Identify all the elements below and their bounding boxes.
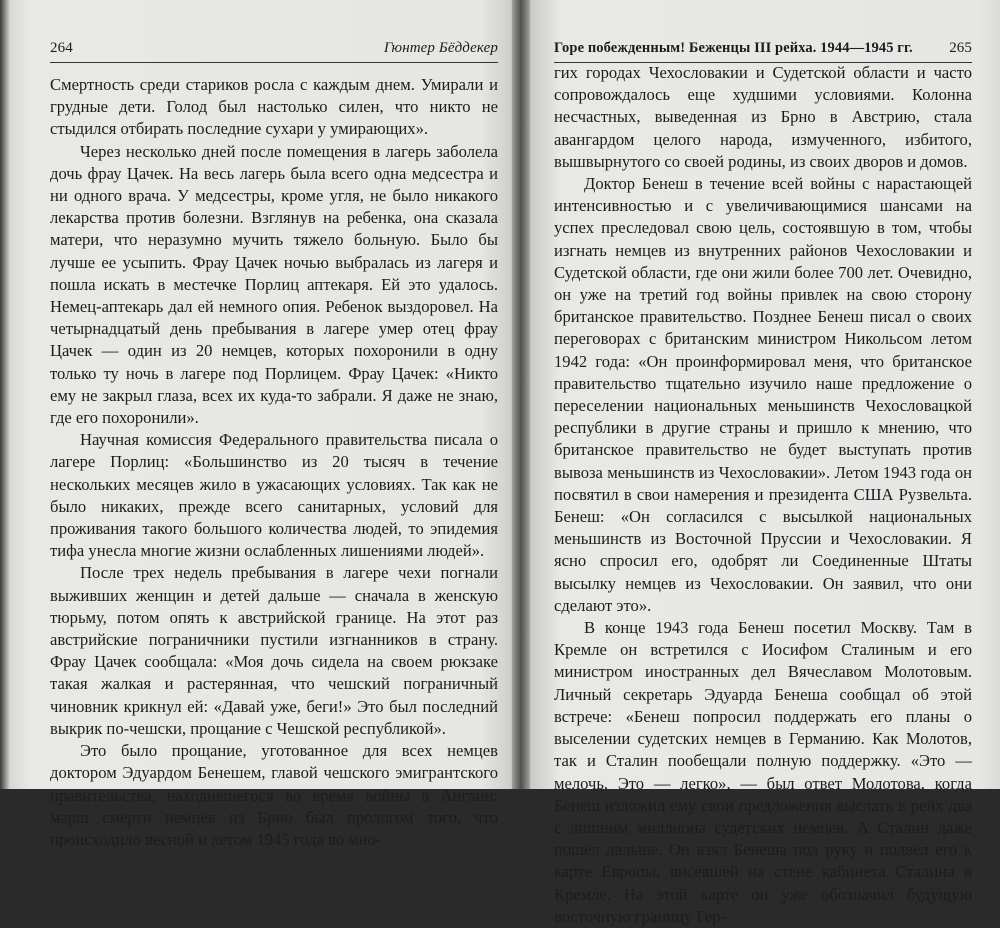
paragraph: Через несколько дней после помещения в лагерь заболела дочь фрау Цачек. На весь лагерь была всего одна медсестра и ни одного врача. У медсестры, кроме угля, не было никакого лекарства против болезни. Взглянув на ребенка, она сказала матери, что неразумно мучить тяжело больную. Было бы лучше ее усыпить. Фрау Цачек ночью выбралась из лагеря и пошла искать в местечке Порлиц аптекаря. Ей это удалось. Немец-аптекарь дал ей немного опия. Ребенок выздоровел. На четырнадцатый день пребывания в лагере умер отец фрау Цачек — один из 20 немцев, которых похоронили в одну только ту ночь в лагере под Порлицем. Фрау Цачек: «Никто ему не закрыл глаза, всех их куда-то забрали. Я даже не знаю, где его похоронили». (50, 141, 498, 428)
book-gutter (512, 0, 530, 789)
paragraph: гих городах Чехословакии и Судетской области и часто сопровождалось еще худшими условиями. Колонна несчастных, выведенная из Брно в Австрию, стала авангардом целого народа, измученного, избитого, вышвырнутого со своей родины, из своих дворов и домов. (554, 63, 972, 171)
paragraph: После трех недель пребывания в лагере чехи погнали выживших женщин и детей дальше — сначала в женскую тюрьму, потом опять к австрийской границе. На этот раз австрийские пограничники пустили изгнанников в страну. Фрау Цачек сообщала: «Моя дочь сидела на своем рюкзаке такая жалкая и растерянная, что чешский пограничный чиновник крикнул ей: «Давай уже, беги!» Это был последний выкрик по-чешски, прощание с Чешской республикой». (50, 563, 498, 738)
running-title: Горе побежденным! Беженцы III рейха. 1944—1945 гг. (554, 40, 913, 56)
page-number: 265 (949, 40, 972, 56)
right-page-text (554, 62, 972, 928)
right-page (520, 0, 1000, 926)
paragraph: Научная комиссия Федерального правительства писала о лагере Порлиц: «Большинство из 20 тысяч в течение нескольких месяцев жило в ужасающих условиях. Так как не было никаких, прежде всего санитарных, условий для проживания такого большого количества людей, то эпидемия тифа унесла многие жизни ослабленных лишениями людей». (50, 430, 498, 561)
header-rule (50, 62, 498, 63)
running-title: Гюнтер Бёддекер (383, 40, 498, 56)
page-number: 264 (50, 40, 73, 56)
paragraph: Доктор Бенеш в течение всей войны с нарастающей интенсивностью и с увеличивающимися шансами на успех преследовал свою цель, состоявшую в том, чтобы изгнать немцев из внутренних районов Чехословакии и Судетской области, где они жили более 700 лет. Очевидно, он уже на третий год войны привлек на свою сторону британское правительство. Позднее Бенеш писал о своих переговорах с британским министром Никольсом летом 1942 года: «Он проинформировал меня, что британское правительство тщательно изучило наше предложение о переселении национальных меньшинств Чехословацкой республики в другие страны и пришло к мнению, что британское правительство не будет выступать против вывоза меньшинств из Чехословакии». Летом 1943 года он посвятил в свои намерения и президента США Рузвельта. Бенеш: «Он согласился с высылкой национальных меньшинств из Восточной Пруссии и Чехословакии. Я ясно спросил его, одобрят ли Соединенные Штаты высылку немцев из Чехословакии. Он заявил, что они сделают это». (554, 174, 972, 615)
left-page (0, 0, 520, 849)
left-page-text (50, 74, 498, 851)
paragraph: Смертность среди стариков росла с каждым днем. Умирали и грудные дети. Голод был настолько силен, что никто не стыдился отбирать последние сухари у умирающих». (50, 75, 498, 139)
paragraph: В конце 1943 года Бенеш посетил Москву. Там в Кремле он встретился с Иосифом Сталиным и его министром иностранных дел Вячеславом Молотовым. Личный секретарь Эдуарда Бенеша сообщал об этой встрече: «Бенеш попросил поддержать его планы о выселении судетских немцев в Германию. Как Молотов, так и Сталин пообещали полную поддержку. «Это — мелочь. Это — легко», — был ответ Молотова, когда Бенеш изложил ему свои предложения выслать в рейх два с лишним миллиона судетских немцев. А Сталин даже пошел дальше. Он взял Бенеша под руку и подвел его к карте Европы, висевшей на стене кабинета Сталина в Кремле. На этой карте он уже обозначил будущую восточную границу Гер- (554, 618, 972, 926)
paragraph: Это было прощание, уготованное для всех немцев доктором Эдуардом Бенешем, главой чешского эмигрантского правительства, находившегося во время войны в Англии: марш смерти немцев из Брно был прологом того, что происходило весной и летом 1945 года во мно- (50, 741, 498, 849)
